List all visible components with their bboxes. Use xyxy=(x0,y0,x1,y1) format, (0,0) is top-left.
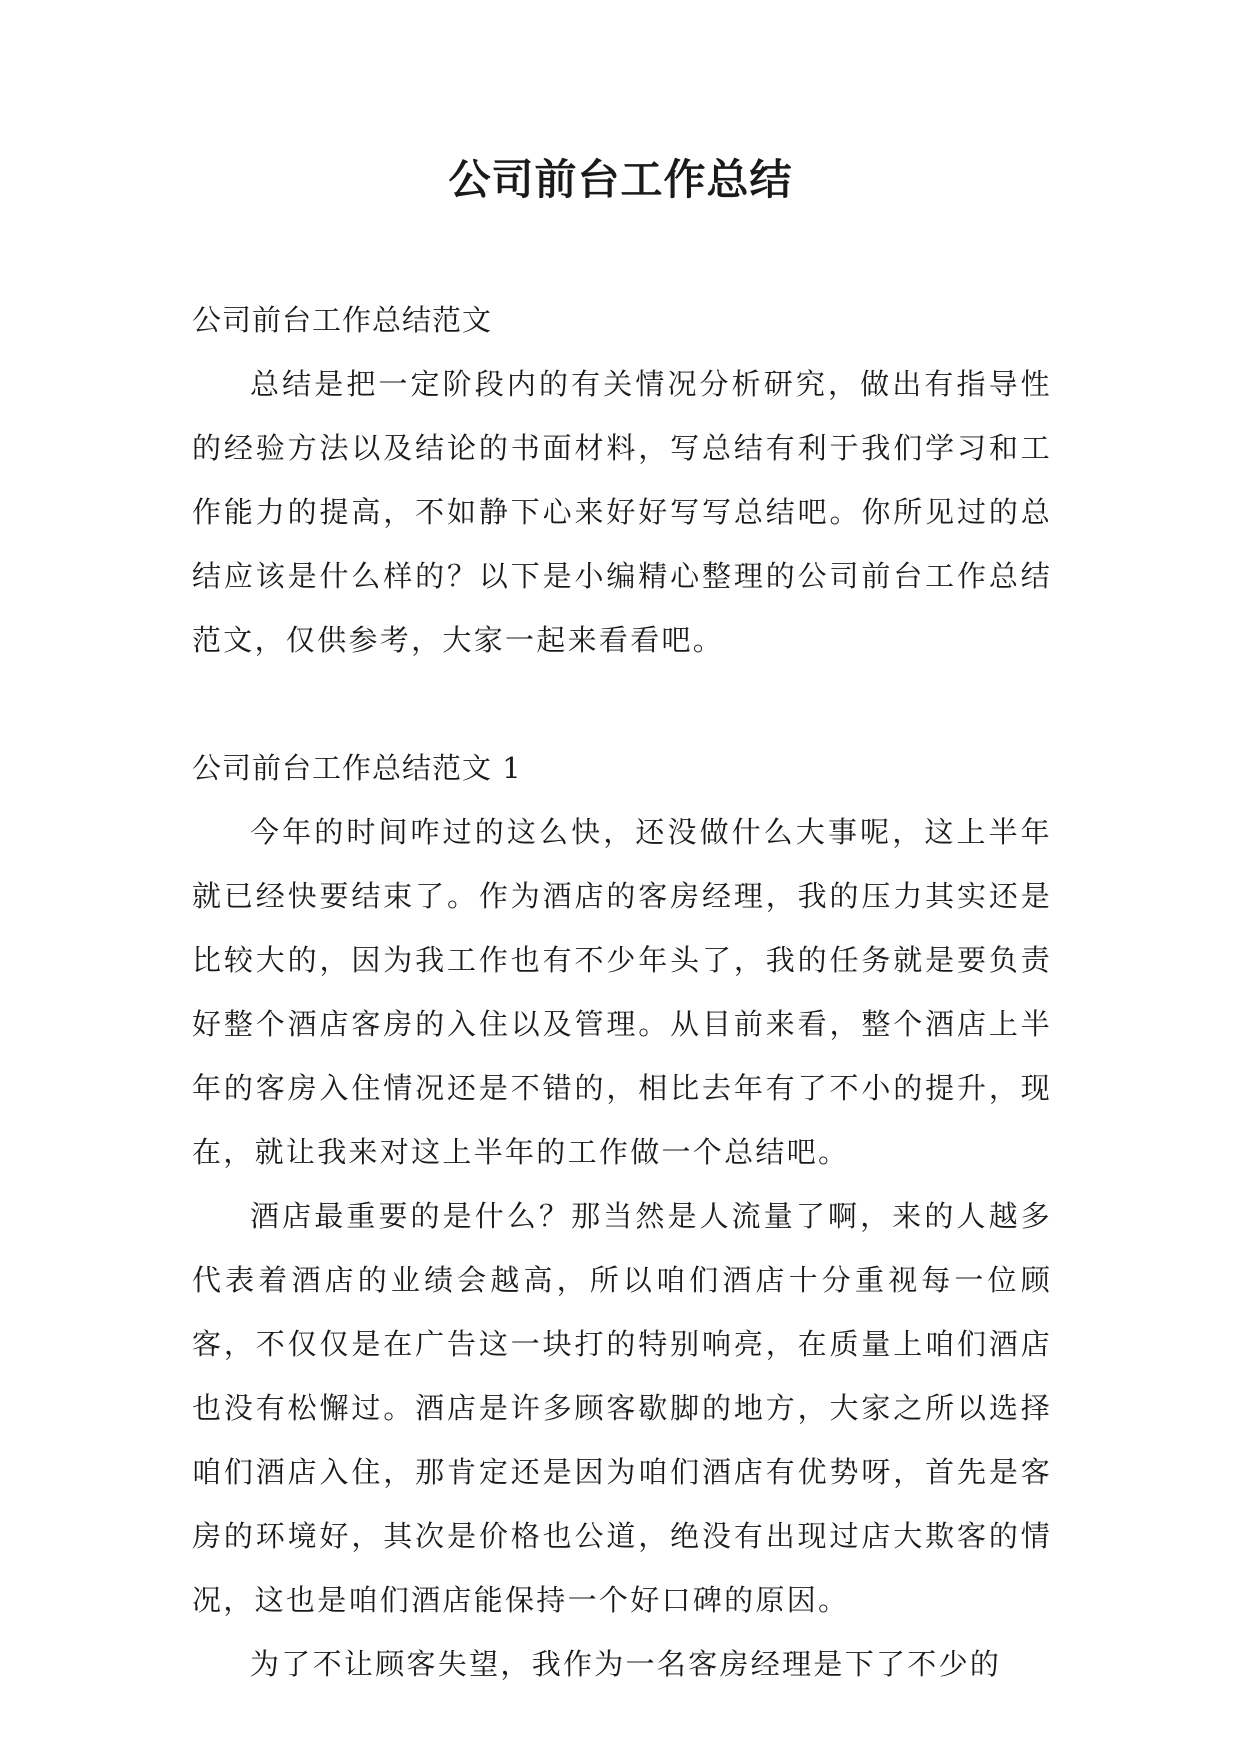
body-paragraph: 酒店最重要的是什么？那当然是人流量了啊，来的人越多代表着酒店的业绩会越高，所以咱们酒店十分重视每一位顾客，不仅仅是在广告这一块打的特别响亮，在质量上咱们酒店也没有松懈过。酒店是许多顾客歇脚的地方，大家之所以选择咱们酒店入住，那肯定还是因为咱们酒店有优势呀，首先是客房的环境好，其次是价格也公道，绝没有出现过店大欺客的情况，这也是咱们酒店能保持一个好口碑的原因。 xyxy=(192,1199,1052,1617)
section-heading: 公司前台工作总结范文 xyxy=(192,303,493,337)
document-title: 公司前台工作总结 xyxy=(448,155,793,204)
section-heading-1: 公司前台工作总结范文 1 xyxy=(192,751,522,785)
section-spacer xyxy=(192,672,1052,736)
body-paragraph: 为了不让顾客失望，我作为一名客房经理是下了不少的 xyxy=(250,1647,1002,1681)
document-body xyxy=(192,288,1052,1696)
intro-paragraph: 总结是把一定阶段内的有关情况分析研究，做出有指导性的经验方法以及结论的书面材料，写总结有利于我们学习和工作能力的提高，不如静下心来好好写写总结吧。你所见过的总结应该是什么样的？以下是小编精心整理的公司前台工作总结范文，仅供参考，大家一起来看看吧。 xyxy=(192,367,1052,657)
body-paragraph: 今年的时间咋过的这么快，还没做什么大事呢，这上半年就已经快要结束了。作为酒店的客房经理，我的压力其实还是比较大的，因为我工作也有不少年头了，我的任务就是要负责好整个酒店客房的入住以及管理。从目前来看，整个酒店上半年的客房入住情况还是不错的，相比去年有了不小的提升，现在，就让我来对这上半年的工作做一个总结吧。 xyxy=(192,815,1052,1169)
